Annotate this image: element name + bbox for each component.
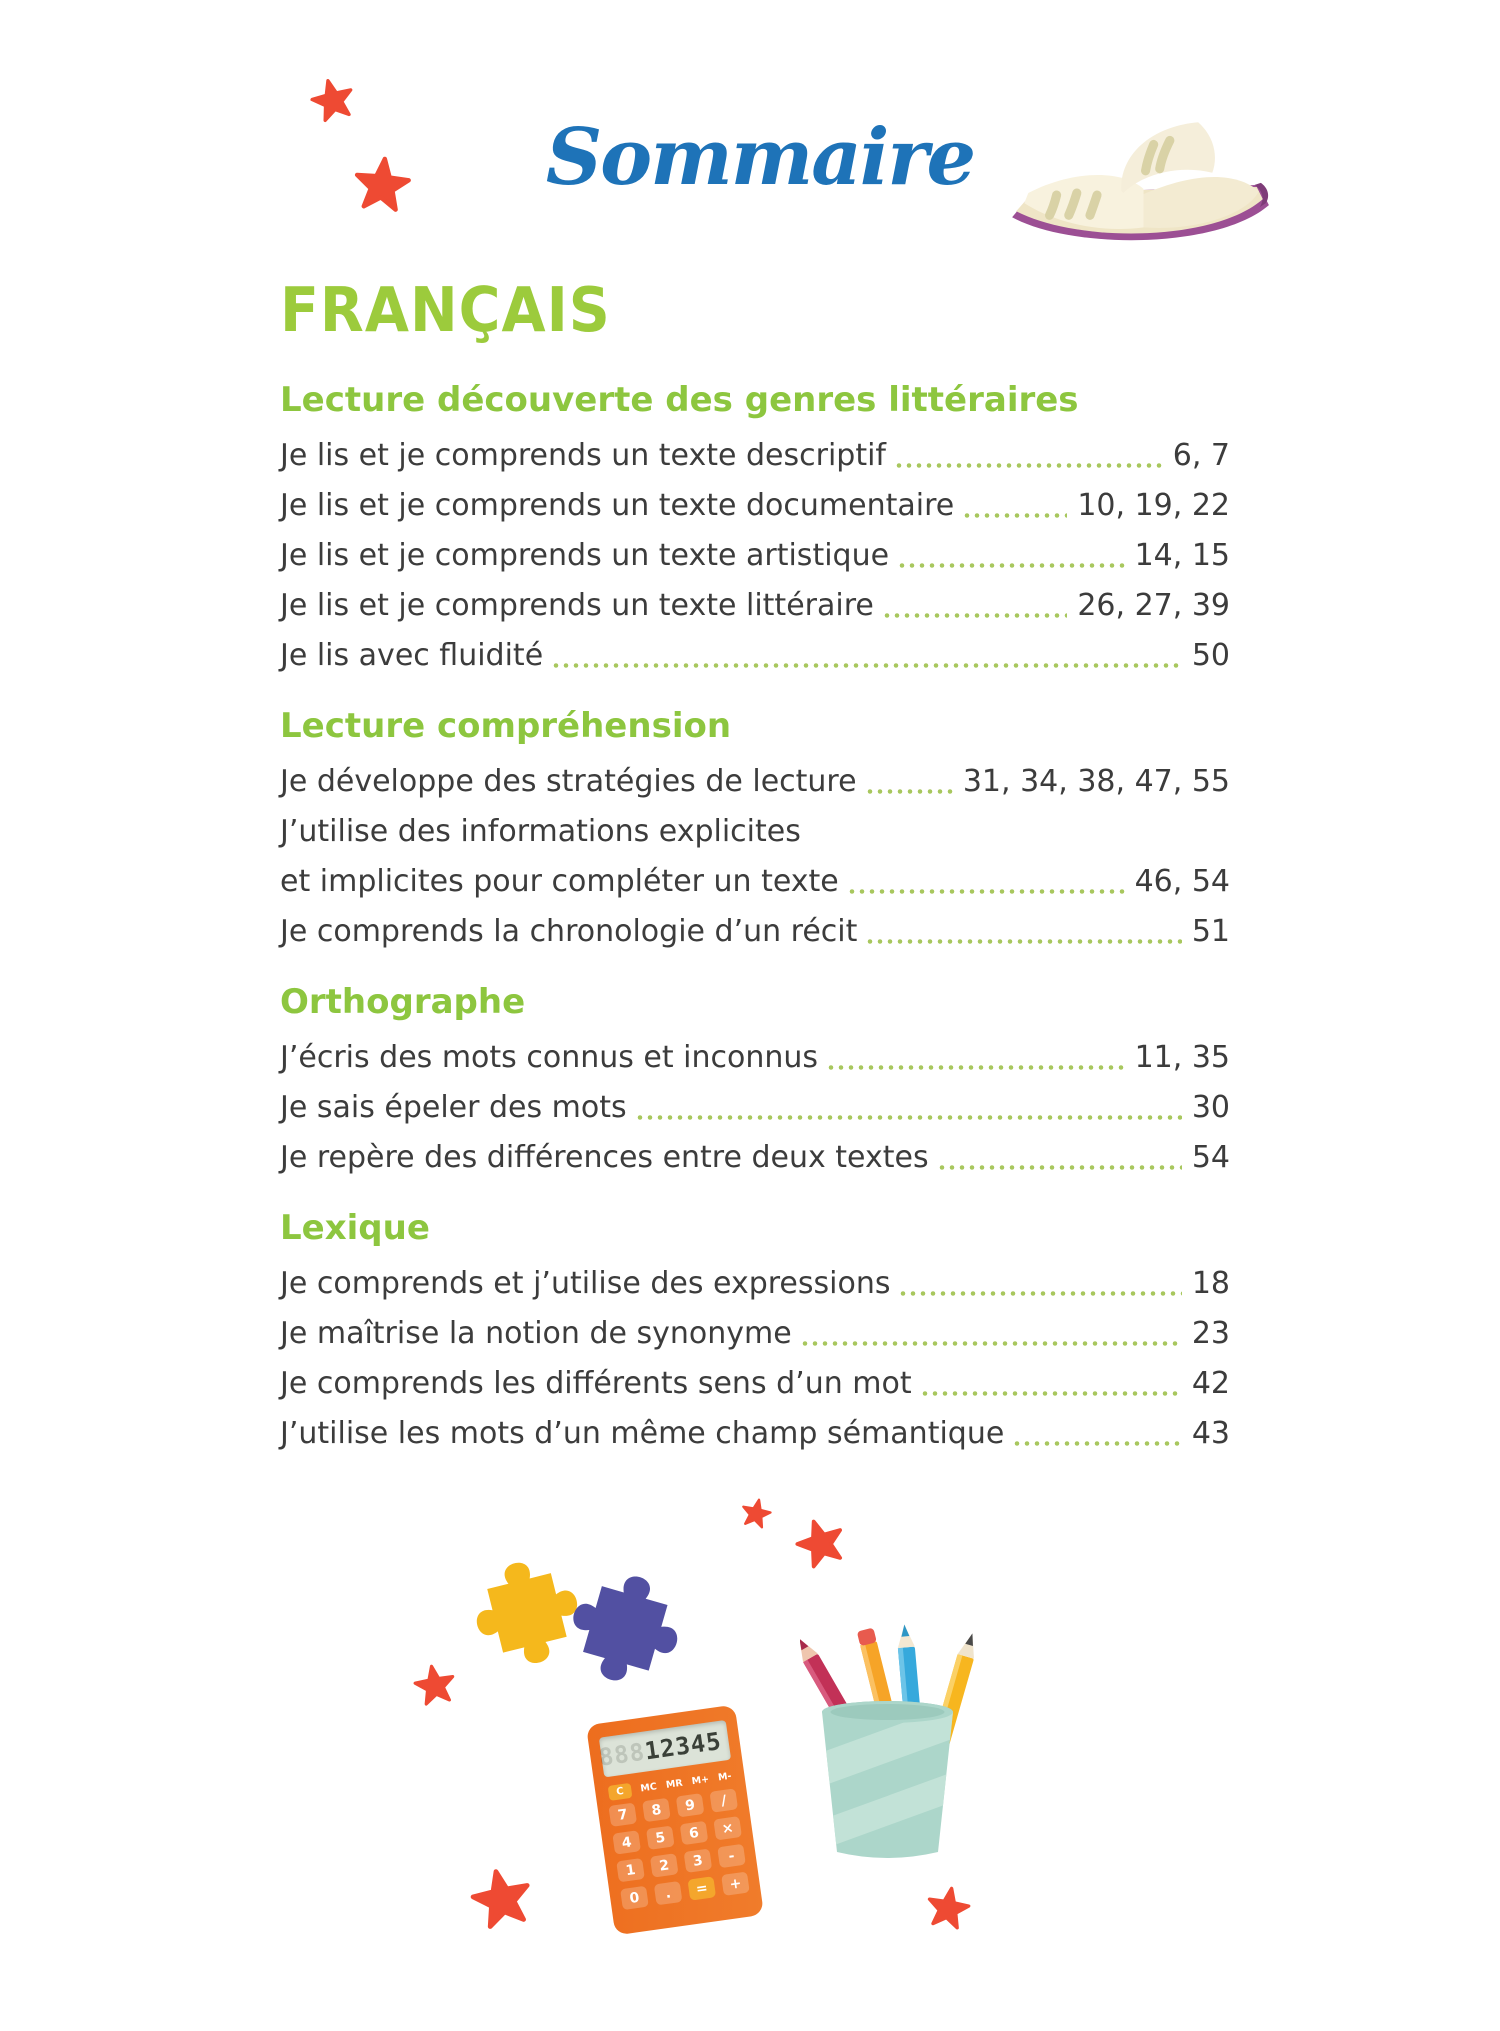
calculator-key: ×: [713, 1816, 742, 1840]
calculator-illustration: [586, 1705, 764, 1936]
toc-entry-label: Je lis et je comprends un texte artistique: [280, 537, 890, 573]
toc-entry-label: Je lis et je comprends un texte littéraire: [280, 587, 874, 623]
toc-section: [280, 705, 1230, 955]
toc-entry-pages: 18: [1191, 1265, 1230, 1301]
toc-entry: [280, 1307, 1230, 1357]
star-icon: [410, 1661, 461, 1712]
toc-entry-label: J’utilise les mots d’un même champ sémantique: [280, 1415, 1005, 1451]
calculator-key: 3: [684, 1849, 713, 1873]
table-of-contents: [280, 274, 1230, 1457]
dot-leader: [826, 1065, 1125, 1070]
toc-entry: [280, 629, 1230, 679]
dot-leader: [847, 889, 1125, 894]
calculator-display-value: 12345: [642, 1726, 724, 1766]
calculator-key: +: [721, 1871, 750, 1895]
star-icon: [737, 1495, 775, 1533]
calculator-key: 7: [608, 1803, 637, 1827]
calculator-key: 5: [646, 1826, 675, 1850]
toc-entry: [280, 429, 1230, 479]
toc-entry-label: Je comprends les différents sens d’un mot: [280, 1365, 912, 1401]
calculator-key: 9: [676, 1793, 705, 1817]
toc-entry-second-line: [280, 855, 1230, 905]
calculator-key: M+: [691, 1773, 710, 1788]
toc-entry-pages: 30: [1191, 1089, 1230, 1125]
section-heading: Lexique: [280, 1207, 430, 1248]
toc-section: [280, 981, 1230, 1181]
calculator-equals-key: =: [687, 1876, 716, 1900]
toc-entry: [280, 579, 1230, 629]
toc-entry-pages: 31, 34, 38, 47, 55: [962, 763, 1230, 799]
toc-entry: [280, 1257, 1230, 1307]
toc-entry-pages: 6, 7: [1172, 437, 1230, 473]
toc-entry: [280, 479, 1230, 529]
toc-entry: [280, 755, 1230, 805]
toc-entry: [280, 529, 1230, 579]
dot-leader: [865, 939, 1181, 944]
book-icon: [1000, 98, 1278, 260]
calculator-key: 8: [642, 1798, 671, 1822]
toc-entry-label: Je lis et je comprends un texte documentaire: [280, 487, 955, 523]
calculator-key: .: [654, 1881, 683, 1905]
calculator-key: 1: [616, 1858, 645, 1882]
star-icon: [464, 1862, 540, 1938]
dot-leader: [962, 513, 1067, 518]
toc-entry-label: Je repère des différences entre deux textes: [280, 1139, 929, 1175]
toc-section: [280, 1207, 1230, 1457]
toc-entry-pages: 43: [1191, 1415, 1230, 1451]
toc-entry: [280, 1407, 1230, 1457]
toc-entry-label: J’utilise des informations explicites: [280, 813, 801, 849]
toc-section: [280, 379, 1230, 679]
toc-entry-label: Je lis et je comprends un texte descriptif: [280, 437, 886, 473]
calculator-display: [599, 1720, 731, 1777]
dot-leader: [635, 1115, 1182, 1120]
section-heading: Lecture découverte des genres littéraires: [280, 379, 1079, 420]
toc-entry-label: J’écris des mots connus et inconnus: [280, 1039, 819, 1075]
dot-leader: [920, 1391, 1182, 1396]
dot-leader: [882, 613, 1067, 618]
pencil-cup-illustration: [800, 1612, 975, 1867]
toc-entry-label: Je comprends et j’utilise des expressions: [280, 1265, 891, 1301]
calculator-display-ghost: 888: [597, 1737, 647, 1772]
toc-entry: [280, 1357, 1230, 1407]
toc-entry: [280, 905, 1230, 955]
dot-leader: [894, 463, 1163, 468]
dot-leader: [865, 789, 953, 794]
calculator-key: -: [717, 1844, 746, 1868]
subject-heading: FRANÇAIS: [280, 274, 611, 347]
page-title: Sommaire: [545, 112, 975, 203]
toc-entry-label: Je lis avec fluidité: [280, 637, 544, 673]
dot-leader: [898, 1291, 1181, 1296]
toc-entry-pages: 42: [1191, 1365, 1230, 1401]
toc-entry-label: et implicites pour compléter un texte: [280, 863, 839, 899]
calculator-key: M-: [717, 1770, 733, 1784]
star-icon: [305, 73, 361, 129]
calculator-key: 4: [612, 1830, 641, 1854]
toc-entry-pages: 50: [1191, 637, 1230, 673]
dot-leader: [800, 1341, 1182, 1346]
star-icon: [788, 1511, 854, 1577]
toc-entry-pages: 11, 35: [1134, 1039, 1230, 1075]
calculator-key: MR: [665, 1777, 684, 1791]
section-heading: Lecture compréhension: [280, 705, 732, 746]
calculator-keypad: [608, 1788, 749, 1910]
toc-entry-pages: 26, 27, 39: [1077, 587, 1230, 623]
toc-entry-label: Je comprends la chronologie d’un récit: [280, 913, 858, 949]
dot-leader: [551, 663, 1182, 668]
calculator-key: 6: [680, 1821, 709, 1845]
calculator-key: C: [608, 1783, 633, 1801]
star-icon: [349, 153, 415, 219]
dot-leader: [1012, 1441, 1182, 1446]
toc-entry: [280, 805, 1230, 905]
toc-entry-label: Je sais épeler des mots: [280, 1089, 627, 1125]
section-heading: Orthographe: [280, 981, 526, 1022]
toc-entry: [280, 1081, 1230, 1131]
toc-entry: [280, 1031, 1230, 1081]
toc-entry-pages: 46, 54: [1134, 863, 1230, 899]
toc-entry-pages: 14, 15: [1134, 537, 1230, 573]
toc-entry: [280, 1131, 1230, 1181]
toc-entry-pages: 10, 19, 22: [1077, 487, 1230, 523]
calculator-key: /: [709, 1788, 738, 1812]
calculator-key: 2: [650, 1853, 679, 1877]
toc-entry-pages: 51: [1191, 913, 1230, 949]
toc-entry-pages: 23: [1191, 1315, 1230, 1351]
star-icon: [921, 1882, 974, 1935]
calculator-key: MC: [639, 1781, 658, 1795]
toc-entry-label: Je maîtrise la notion de synonyme: [280, 1315, 792, 1351]
dot-leader: [897, 563, 1125, 568]
toc-entry-pages: 54: [1191, 1139, 1230, 1175]
calculator-key: 0: [620, 1886, 649, 1910]
dot-leader: [937, 1165, 1182, 1170]
toc-entry-label: Je développe des stratégies de lecture: [280, 763, 857, 799]
